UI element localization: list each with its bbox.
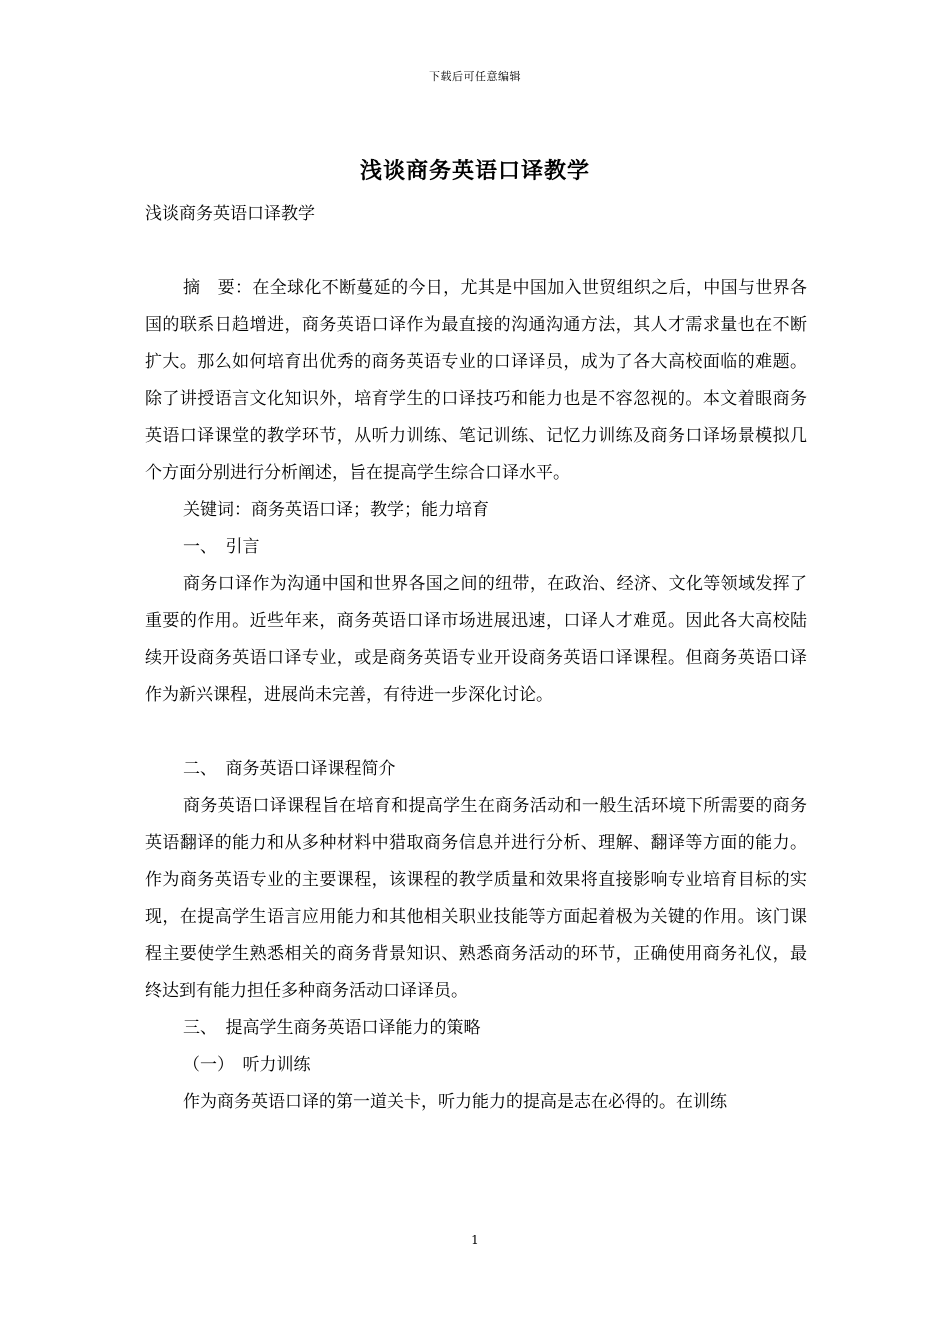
document-title: 浅谈商务英语口译教学: [359, 158, 590, 184]
introduction-paragraph: 商务口译作为沟通中国和世界各国之间的纽带，在政治、经济、文化等领域发挥了重要的作用。近些年来，商务英语口译市场进展迅速，口译人才难觅。因此各大高校陆续开设商务英语口译专业，或是商务英语专业开设商务英语口译课程。但商务英语口译作为新兴课程，进展尚未完善，有待进一步深化讨论。: [145, 574, 807, 705]
blank-line: [145, 714, 807, 751]
abstract-paragraph: 摘 要：在全球化不断蔓延的今日，尤其是中国加入世贸组织之后，中国与世界各国的联系日趋增进，商务英语口译作为最直接的沟通沟通方法，其人才需求量也在不断扩大。那么如何培育出优秀的商务英语专业的口译译员，成为了各大高校面临的难题。除了讲授语言文化知识外，培育学生的口译技巧和能力也是不容忽视的。本文着眼商务英语口译课堂的教学环节，从听力训练、笔记训练、记忆力训练及商务口译场景模拟几个方面分别进行分析阐述，旨在提高学生综合口译水平。: [145, 278, 807, 483]
keywords-line: 关键词：商务英语口译；教学；能力培育: [183, 500, 489, 520]
course-overview-paragraph: 商务英语口译课程旨在培育和提高学生在商务活动和一般生活环境下所需要的商务英语翻译的能力和从多种材料中猎取商务信息并进行分析、理解、翻译等方面的能力。作为商务英语专业的主要课程，该课程的教学质量和效果将直接影响专业培育目标的实现，在提高学生语言应用能力和其他相关职业技能等方面起着极为关键的作用。该门课程主要使学生熟悉相关的商务背景知识、熟悉商务活动的环节，正确使用商务礼仪，最终达到有能力担任多种商务活动口译译员。: [145, 796, 807, 1001]
section-heading-course-overview: 二、 商务英语口译课程简介: [183, 759, 396, 779]
section-heading-introduction: 一、 引言: [183, 537, 260, 557]
listening-paragraph: 作为商务英语口译的第一道关卡，听力能力的提高是志在必得的。在训练: [183, 1092, 727, 1112]
document-subtitle: 浅谈商务英语口译教学: [145, 204, 315, 224]
document-body: [145, 196, 807, 1121]
subsection-heading-listening: （一） 听力训练: [183, 1055, 311, 1075]
header-note: 下载后可任意编辑: [429, 70, 521, 83]
page-number: 1: [471, 1233, 479, 1247]
section-heading-strategies: 三、 提高学生商务英语口译能力的策略: [183, 1018, 481, 1038]
blank-line: [145, 233, 807, 270]
